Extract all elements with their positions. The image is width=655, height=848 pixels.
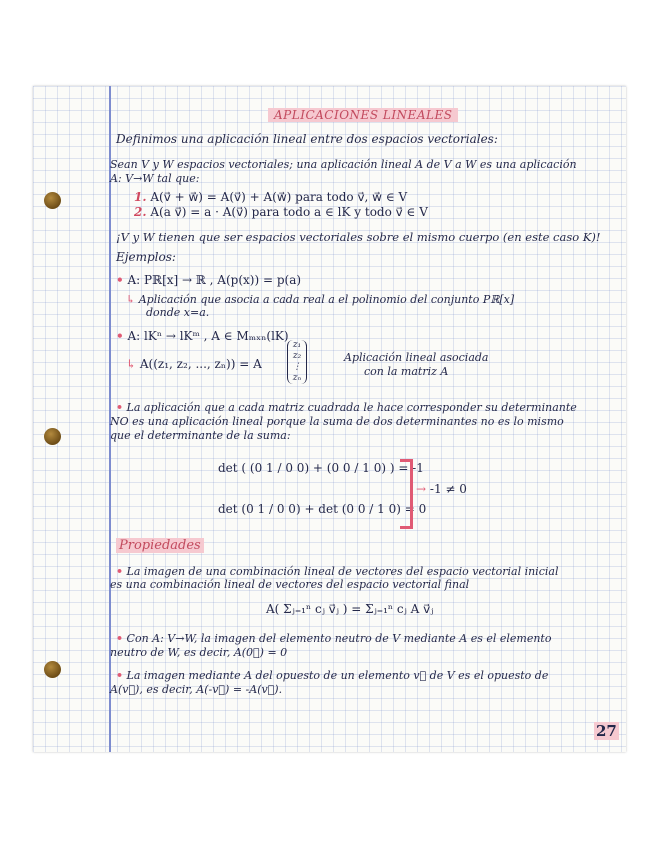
property-1-line-1: La imagen de una combinación lineal de vectores del espacio vectorial inicial [126,565,559,578]
example-2 [116,330,289,344]
property-3-line-1: La imagen mediante A del opuesto de un elemento v⃗ de V es el opuesto de [126,669,549,682]
example-1-definition: A: Pℝ[x] → ℝ , A(p(x)) = p(a) [127,273,302,287]
property-2 [116,633,551,646]
example-1 [116,274,301,288]
property-1-formula-text: A( Σⱼ₌₁ⁿ cⱼ v⃗ⱼ ) = Σⱼ₌₁ⁿ cⱼ A v⃗ⱼ [266,602,434,616]
note-same-field: ¡V y W tienen que ser espacios vectoriales sobre el mismo cuerpo (en este caso K)! [116,230,601,244]
sum-of-determinants [218,503,426,517]
example-2-explanation-line-2: con la matriz A [364,365,449,378]
example-2-definition: A: lKⁿ → lKᵐ , A ∈ Mₘₓₙ(lK) [127,329,289,343]
vector-entry: z₂ [292,351,302,361]
binder-hole [44,192,61,209]
arrow-icon: → [416,482,427,496]
example-1-explanation-line-2: donde x=a. [146,306,210,319]
example-1-explanation [126,294,514,307]
example-3-line-2: NO es una aplicación lineal porque la suma de dos determinantes no es lo mismo [110,415,564,428]
determinant-conclusion-text: -1 ≠ 0 [429,482,467,496]
example-3-line-1: La aplicación que a cada matriz cuadrada le hace corresponder su determinante [126,401,577,414]
determinant-sum-text: det ( (0 1 / 0 0) + (0 0 / 1 0) ) = -1 [218,461,424,475]
determinant-sum [218,462,424,476]
condition-2-number: 2. [134,205,147,219]
example-3-line-3: que el determinante de la suma: [110,429,291,442]
binder-hole [44,428,61,445]
property-1-line-2: es una combinación lineal de vectores del espacio vectorial final [110,578,470,591]
example-1-explanation-line-1: Aplicación que asocia a cada real a el polinomio del conjunto Pℝ[x] [138,293,515,306]
property-1 [116,566,558,579]
condition-2-text: A(a v⃗) = a · A(v⃗) para todo a ∈ lK y todo v⃗ ∈ V [150,205,428,219]
property-2-line-1: Con A: V→W, la imagen del elemento neutro de V mediante A es el elemento [126,632,552,645]
intro-text: Definimos una aplicación lineal entre dos espacios vectoriales: [116,132,498,146]
property-3 [116,670,548,683]
page-title: APLICACIONES LINEALES [268,108,458,122]
bullet-icon: • [116,565,124,578]
vector-entry: zₙ [292,373,302,383]
bullet-icon: • [116,669,124,682]
examples-label: Ejemplos: [116,250,176,264]
property-1-formula [266,603,433,617]
example-2-explanation-line-1: Aplicación lineal asociada [344,351,489,364]
bullet-icon: • [116,273,124,287]
determinant-conclusion [416,483,467,497]
properties-heading: Propiedades [116,538,204,553]
arrow-icon: ↳ [126,293,136,306]
example-2-vector [287,340,307,384]
bullet-icon: • [116,401,124,414]
condition-2 [134,206,428,220]
bullet-icon: • [116,329,124,343]
example-2-formula-text: A((z₁, z₂, ..., zₙ)) = A [139,357,262,371]
example-3 [116,402,577,415]
vector-entry: z₁ [292,340,302,350]
definition-line-2: A: V→W tal que: [110,172,200,185]
page-number: 27 [596,722,617,740]
property-2-line-2: neutro de W, es decir, A(0⃗) = 0 [110,646,288,659]
binder-hole [44,661,61,678]
sum-of-determinants-text: det (0 1 / 0 0) + det (0 0 / 1 0) = 0 [218,502,427,516]
arrow-icon: ↳ [126,357,137,371]
condition-1-number: 1. [134,190,147,204]
bullet-icon: • [116,632,124,645]
example-2-formula [126,358,262,372]
condition-1 [134,191,407,205]
vector-entry: ⋮ [292,362,302,372]
bracket-icon [400,459,413,529]
definition-line-1: Sean V y W espacios vectoriales; una aplicación lineal A de V a W es una aplicación [110,158,577,171]
condition-1-text: A(v⃗ + w⃗) = A(v⃗) + A(w⃗) para todo v⃗, w⃗ ∈ V [150,190,408,204]
property-3-line-2: A(v⃗), es decir, A(-v⃗) = -A(v⃗). [110,683,283,696]
